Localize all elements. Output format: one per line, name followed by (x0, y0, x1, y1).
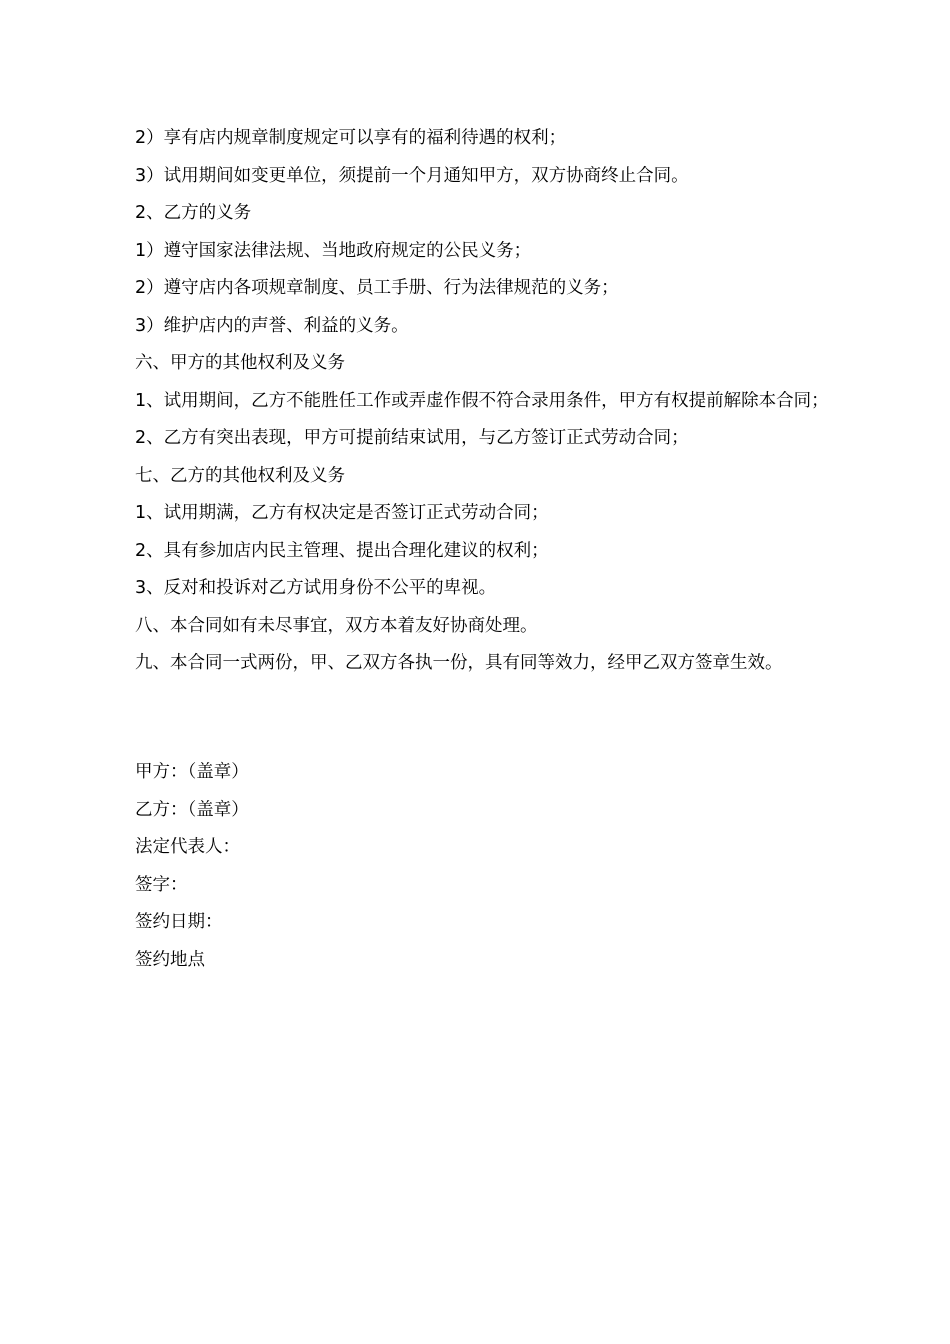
section-8: 八、本合同如有未尽事宜，双方本着友好协商处理。 (135, 615, 538, 636)
clause-6-1: 1、试用期间，乙方不能胜任工作或弄虚作假不符合录用条件，甲方有权提前解除本合同； (135, 390, 829, 411)
sign-place: 签约地点 (135, 949, 205, 970)
clause-b-obligation-2: 2）遵守店内各项规章制度、员工手册、行为法律规范的义务； (135, 278, 619, 298)
clause-b-obligation-3: 3）维护店内的声誉、利益的义务。 (135, 315, 409, 336)
section-b-obligations-heading: 2、乙方的义务 (135, 203, 252, 223)
clause-7-3: 3、反对和投诉对乙方试用身份不公平的卑视。 (135, 578, 497, 598)
sign-date: 签约日期： (135, 912, 223, 932)
clause-7-1: 1、试用期满，乙方有权决定是否签订正式劳动合同； (135, 503, 549, 523)
clause-7-2: 2、具有参加店内民主管理、提出合理化建议的权利； (135, 540, 549, 561)
party-b-seal: 乙方：（盖章） (135, 799, 249, 820)
section-9: 九、本合同一式两份，甲、乙双方各执一份，具有同等效力，经甲乙双方签章生效。 (135, 653, 783, 673)
signature-line: 签字： (135, 874, 188, 895)
section-6-heading: 六、甲方的其他权利及义务 (135, 353, 345, 373)
clause-b-right-2: 2）享有店内规章制度规定可以享有的福利待遇的权利； (135, 128, 567, 148)
signature-block (135, 754, 249, 979)
legal-representative: 法定代表人： (135, 837, 240, 857)
contract-body (116, 120, 846, 683)
section-7-heading: 七、乙方的其他权利及义务 (135, 465, 345, 486)
clause-6-2: 2、乙方有突出表现，甲方可提前结束试用，与乙方签订正式劳动合同； (135, 428, 689, 448)
clause-b-right-3: 3）试用期间如变更单位，须提前一个月通知甲方，双方协商终止合同。 (135, 165, 689, 186)
clause-b-obligation-1: 1）遵守国家法律法规、当地政府规定的公民义务； (135, 240, 532, 261)
party-a-seal: 甲方：（盖章） (135, 762, 249, 782)
